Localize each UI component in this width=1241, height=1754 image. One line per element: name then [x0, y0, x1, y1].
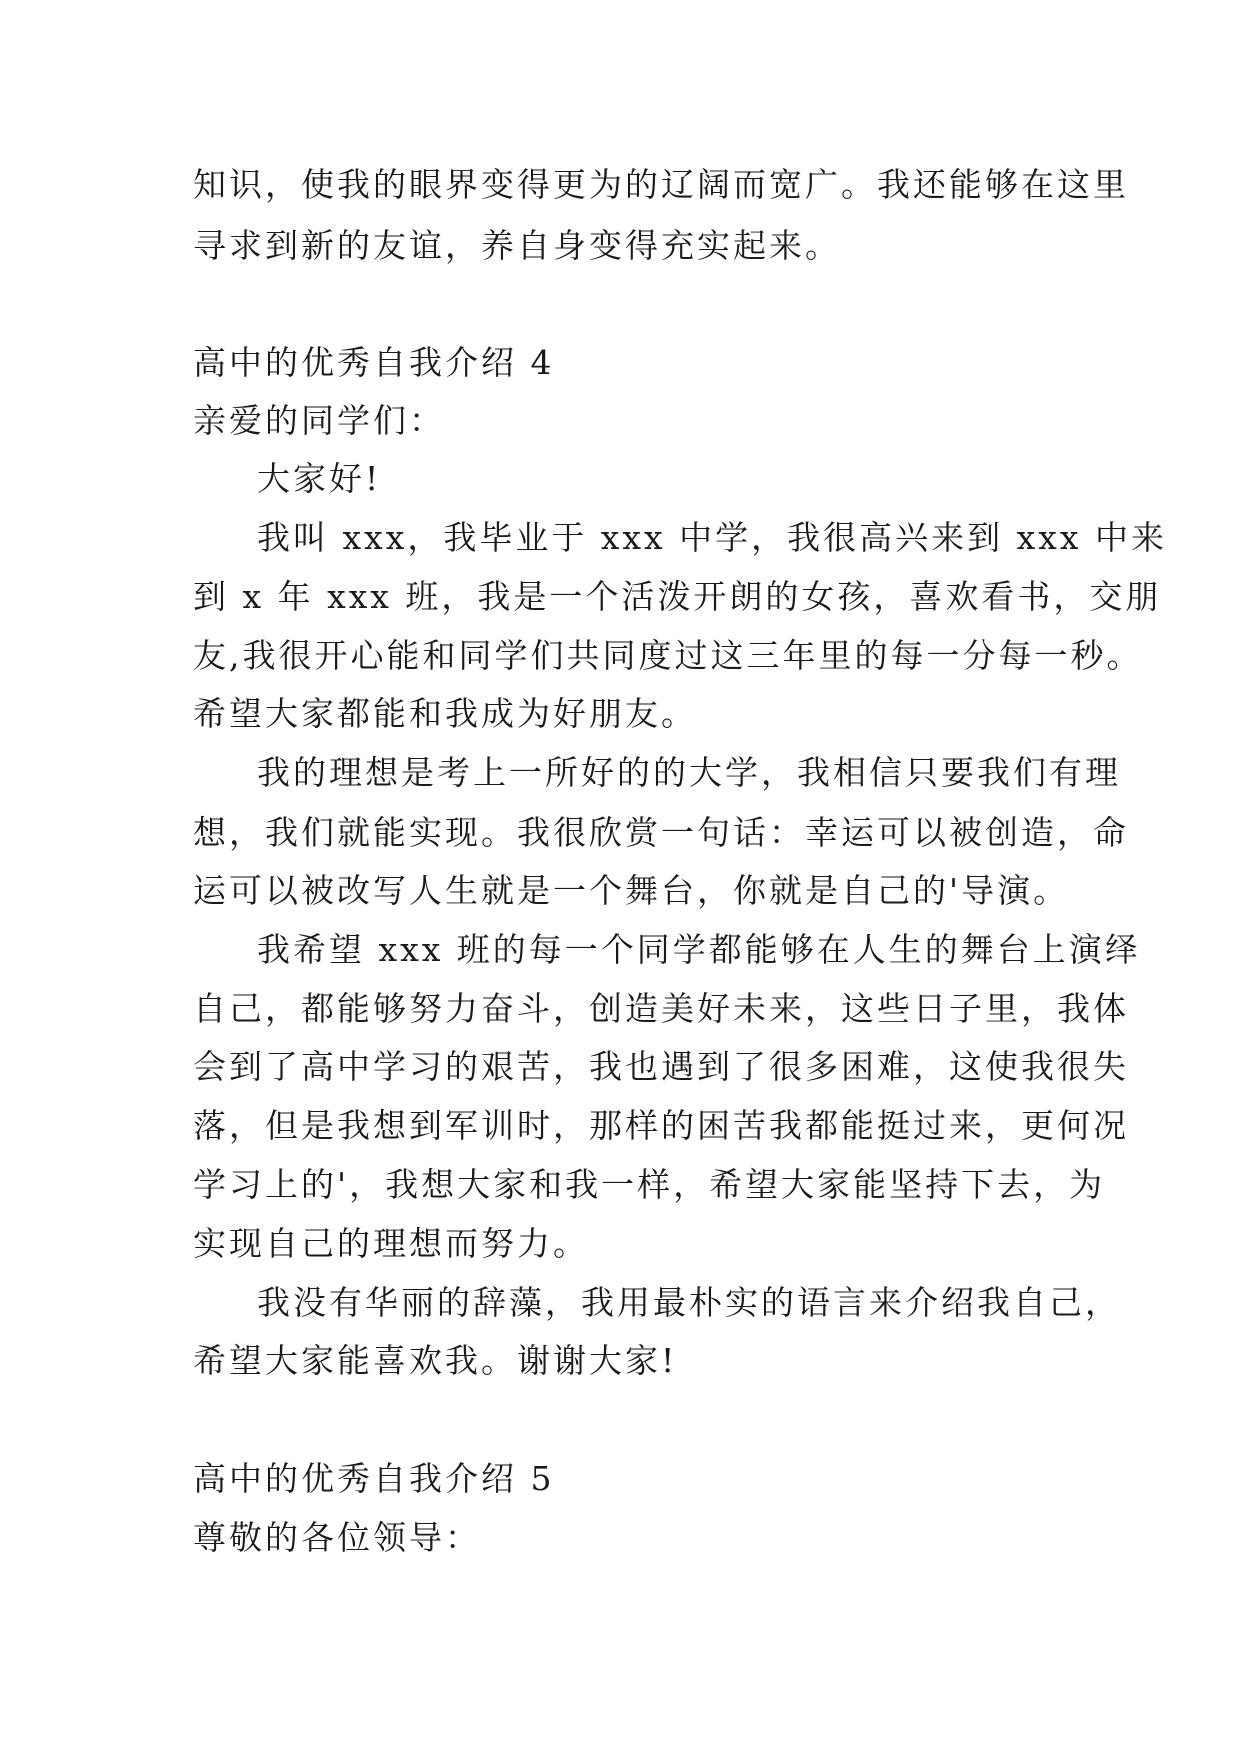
salutation: 尊敬的各位领导： — [193, 1518, 481, 1557]
paragraph-line: 我的理想是考上一所好的的大学，我相信只要我们有理 — [257, 753, 1121, 792]
paragraph-line: 希望大家都能和我成为好朋友。 — [193, 694, 697, 733]
salutation: 亲爱的同学们： — [193, 401, 445, 440]
paragraph-line: 会到了高中学习的艰苦，我也遇到了很多困难，这使我很失 — [193, 1047, 1129, 1086]
paragraph-line: 落，但是我想到军训时，那样的困苦我都能挺过来，更何况 — [193, 1106, 1129, 1145]
greeting: 大家好! — [257, 459, 382, 498]
paragraph-line: 我希望 xxx 班的每一个同学都能够在人生的舞台上演绎 — [257, 930, 1141, 969]
paragraph-line: 希望大家能喜欢我。谢谢大家! — [193, 1341, 678, 1380]
section-heading: 高中的优秀自我介绍 4 — [193, 343, 555, 382]
section-heading: 高中的优秀自我介绍 5 — [193, 1459, 555, 1498]
paragraph-line: 我没有华丽的辞藻，我用最朴实的语言来介绍我自己， — [257, 1283, 1121, 1322]
paragraph-line: 实现自己的理想而努力。 — [193, 1224, 589, 1263]
paragraph-line: 运可以被改写人生就是一个舞台，你就是自己的'导演。 — [193, 871, 1070, 910]
paragraph-line: 到 x 年 xxx 班，我是一个活泼开朗的女孩，喜欢看书，交朋 — [193, 577, 1162, 616]
paragraph-line: 知识，使我的眼界变得更为的辽阔而宽广。我还能够在这里 — [193, 165, 1129, 204]
paragraph-line: 自己，都能够努力奋斗，创造美好未来，这些日子里，我体 — [193, 989, 1129, 1028]
paragraph-line: 友,我很开心能和同学们共同度过这三年里的每一分每一秒。 — [193, 636, 1143, 675]
paragraph-line: 寻求到新的友谊，养自身变得充实起来。 — [193, 226, 841, 265]
paragraph-line: 我叫 xxx，我毕业于 xxx 中学，我很高兴来到 xxx 中来 — [257, 518, 1167, 557]
paragraph-line: 想，我们就能实现。我很欣赏一句话：幸运可以被创造，命 — [193, 813, 1129, 852]
paragraph-line: 学习上的'，我想大家和我一样，希望大家能坚持下去，为 — [193, 1165, 1106, 1204]
